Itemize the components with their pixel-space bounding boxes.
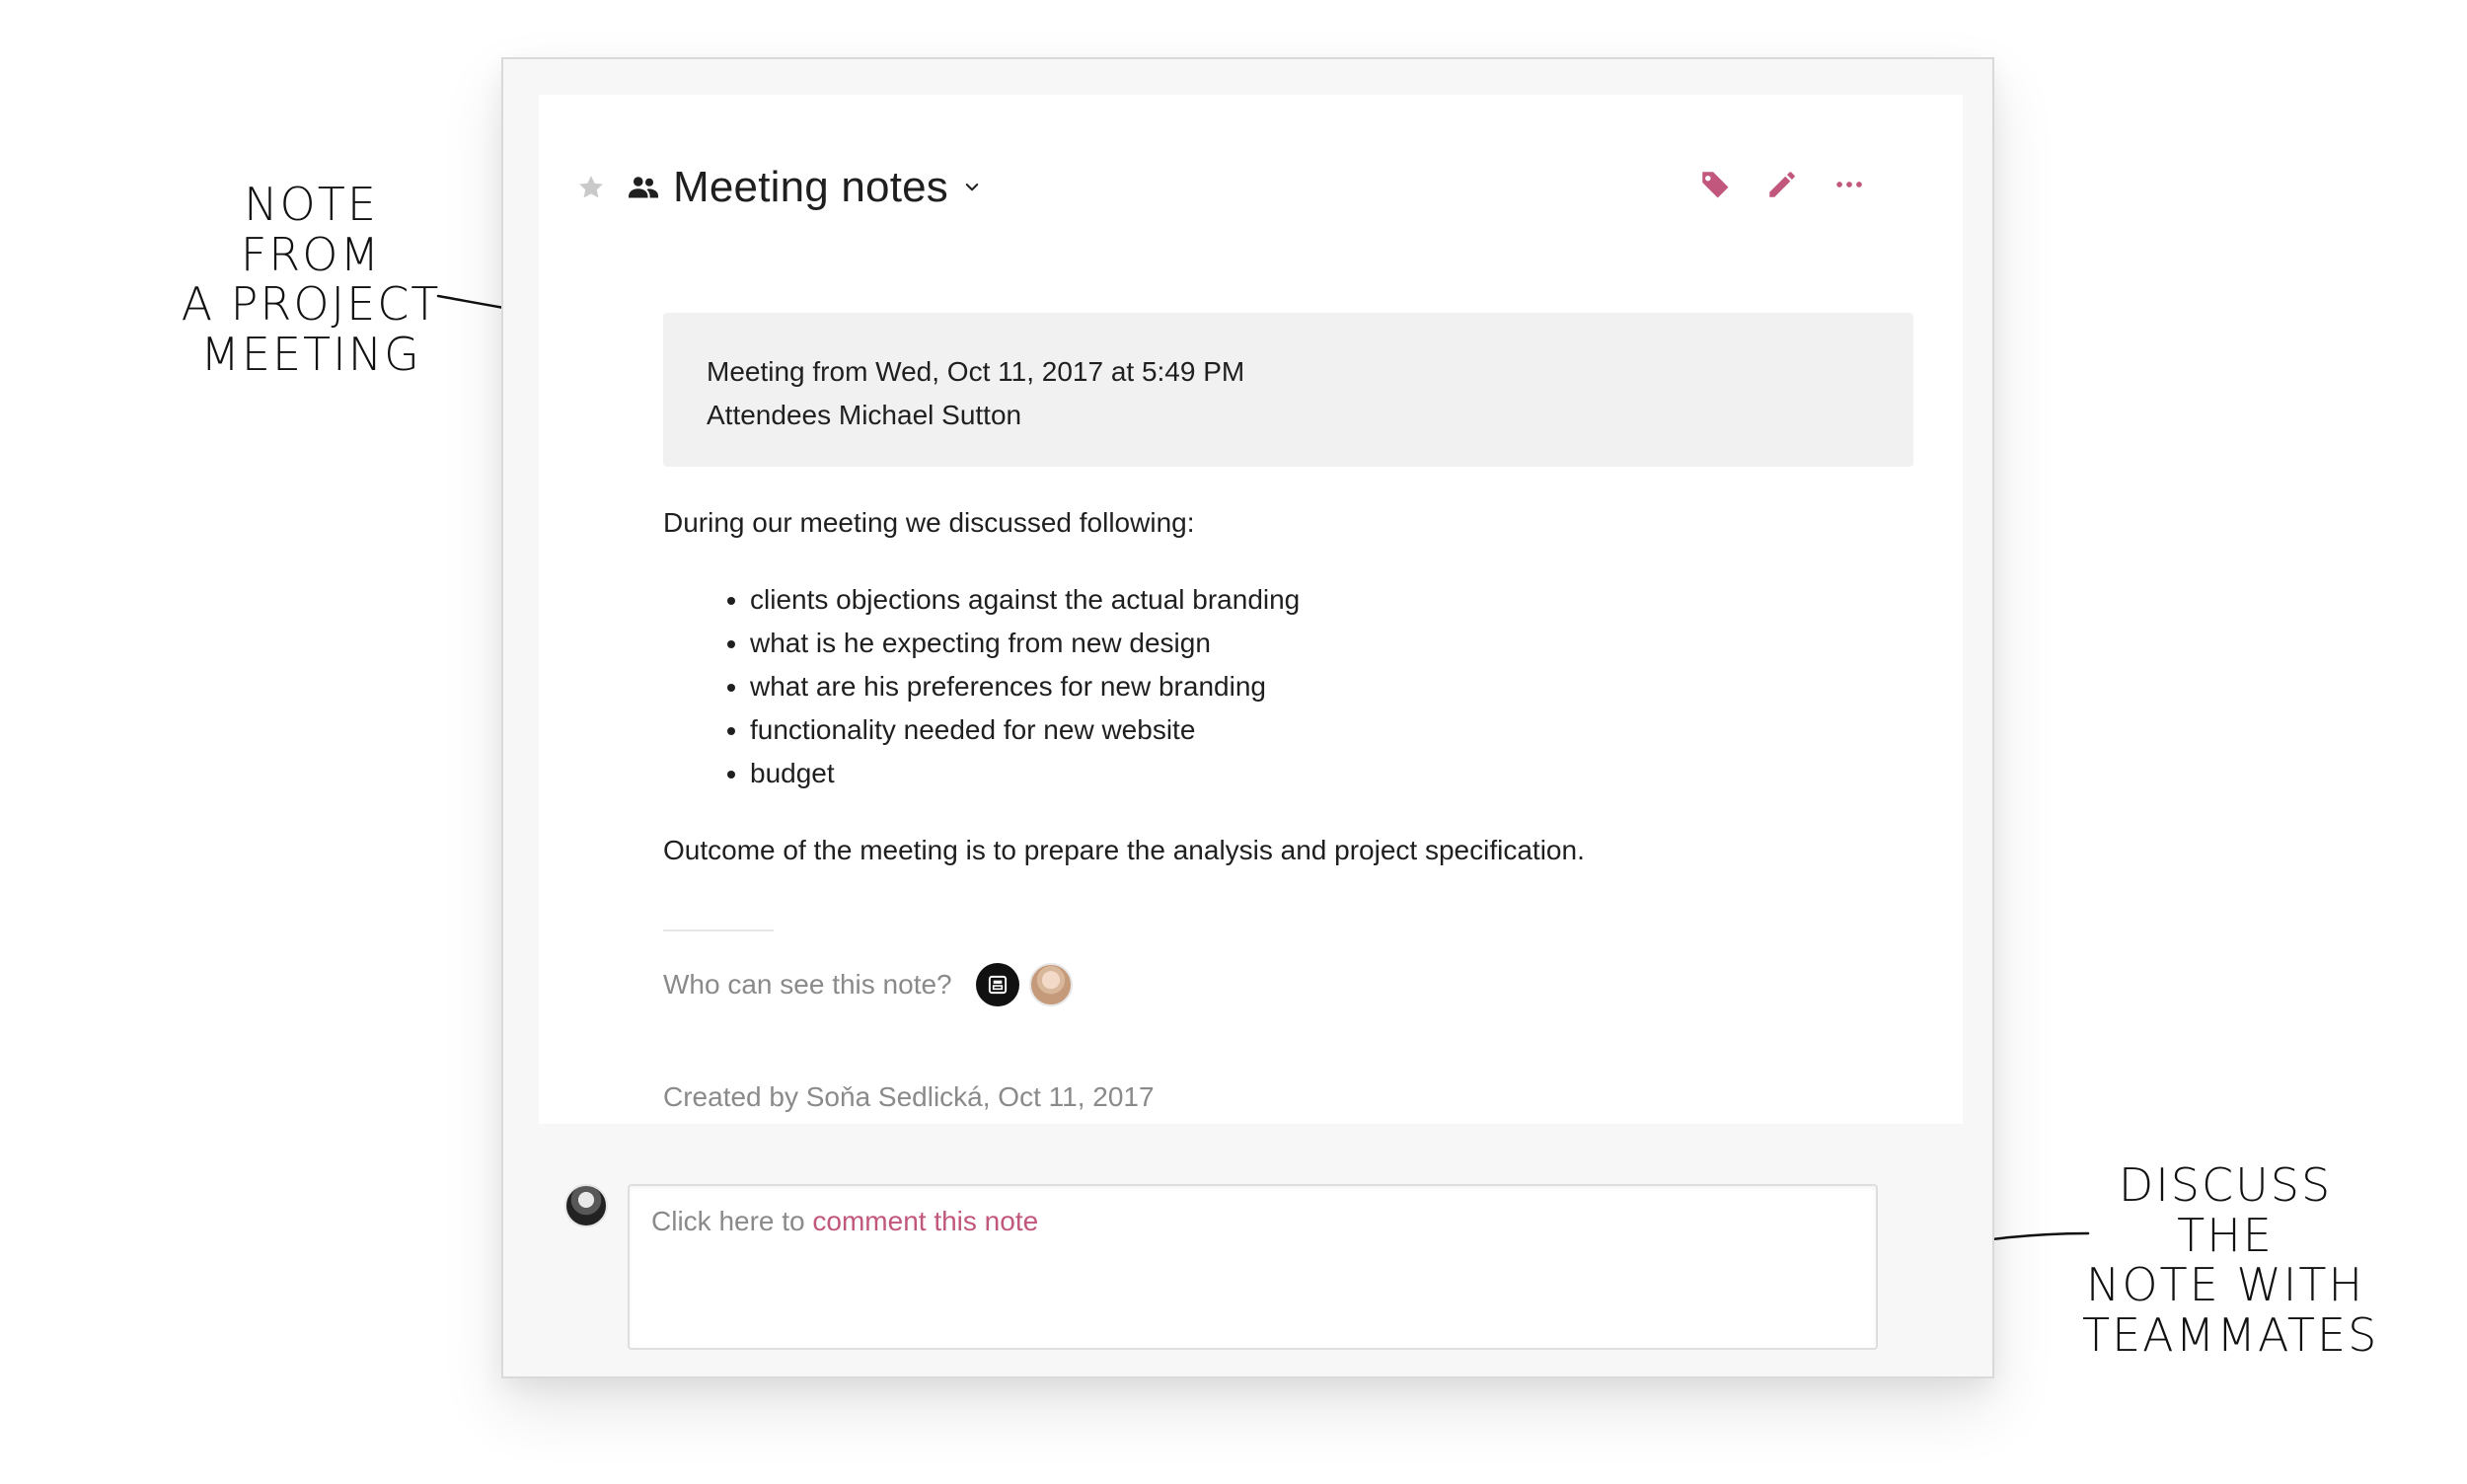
- note-panel: [501, 57, 1994, 1378]
- team-icon: [985, 972, 1010, 998]
- team-avatar[interactable]: [976, 963, 1019, 1006]
- more-dots-icon[interactable]: [1831, 166, 1868, 203]
- chevron-down-icon[interactable]: [960, 176, 984, 199]
- annotation-line: NOTE FROM: [240, 178, 382, 281]
- note-body: [663, 501, 1913, 872]
- comment-placeholder: [651, 1206, 1038, 1236]
- annotation-discuss-note: [2082, 1158, 2379, 1362]
- meeting-attendees: Attendees Michael Sutton: [707, 400, 1022, 430]
- comment-link[interactable]: comment this note: [812, 1206, 1039, 1236]
- annotation-line: MEETING: [200, 327, 421, 381]
- note-intro: During our meeting we discussed following:: [663, 507, 1195, 538]
- note-title: Meeting notes: [673, 163, 948, 211]
- annotation-line: DISCUSS THE: [2118, 1158, 2333, 1262]
- user-avatar[interactable]: [1029, 963, 1073, 1006]
- tag-icon[interactable]: [1696, 166, 1734, 203]
- annotation-note-from-project-meeting: [168, 180, 454, 379]
- list-item: • what are his preferences for new branding: [750, 665, 1913, 708]
- people-icon: [624, 168, 663, 207]
- meeting-info-box: [663, 313, 1913, 467]
- discussion-list: [663, 578, 1913, 795]
- pencil-icon[interactable]: [1763, 166, 1801, 203]
- list-item: • clients objections against the actual branding: [750, 578, 1913, 622]
- list-item: • functionality needed for new website: [750, 708, 1913, 752]
- meeting-datetime: Meeting from Wed, Oct 11, 2017 at 5:49 PM: [707, 356, 1245, 387]
- note-header: [574, 158, 984, 217]
- annotation-line: NOTE WITH: [2085, 1258, 2365, 1312]
- comment-placeholder-prefix: Click here to: [651, 1206, 813, 1236]
- comment-input[interactable]: [628, 1184, 1878, 1350]
- commenter-avatar: [564, 1184, 608, 1227]
- annotation-line: A PROJECT: [181, 277, 441, 332]
- note-outcome: Outcome of the meeting is to prepare the analysis and project specification.: [663, 835, 1585, 865]
- note-actions: [1696, 166, 1868, 203]
- created-by: Created by Soňa Sedlická, Oct 11, 2017: [663, 1081, 1155, 1112]
- visibility-row: [663, 961, 1073, 1008]
- divider: [663, 929, 774, 931]
- list-item: • what is he expecting from new design: [750, 622, 1913, 665]
- star-icon[interactable]: [574, 171, 608, 204]
- visibility-label: Who can see this note?: [663, 969, 952, 1000]
- annotation-line: TEAMMATES: [2082, 1307, 2379, 1362]
- note-card: [539, 95, 1963, 1124]
- list-item: • budget: [750, 752, 1913, 795]
